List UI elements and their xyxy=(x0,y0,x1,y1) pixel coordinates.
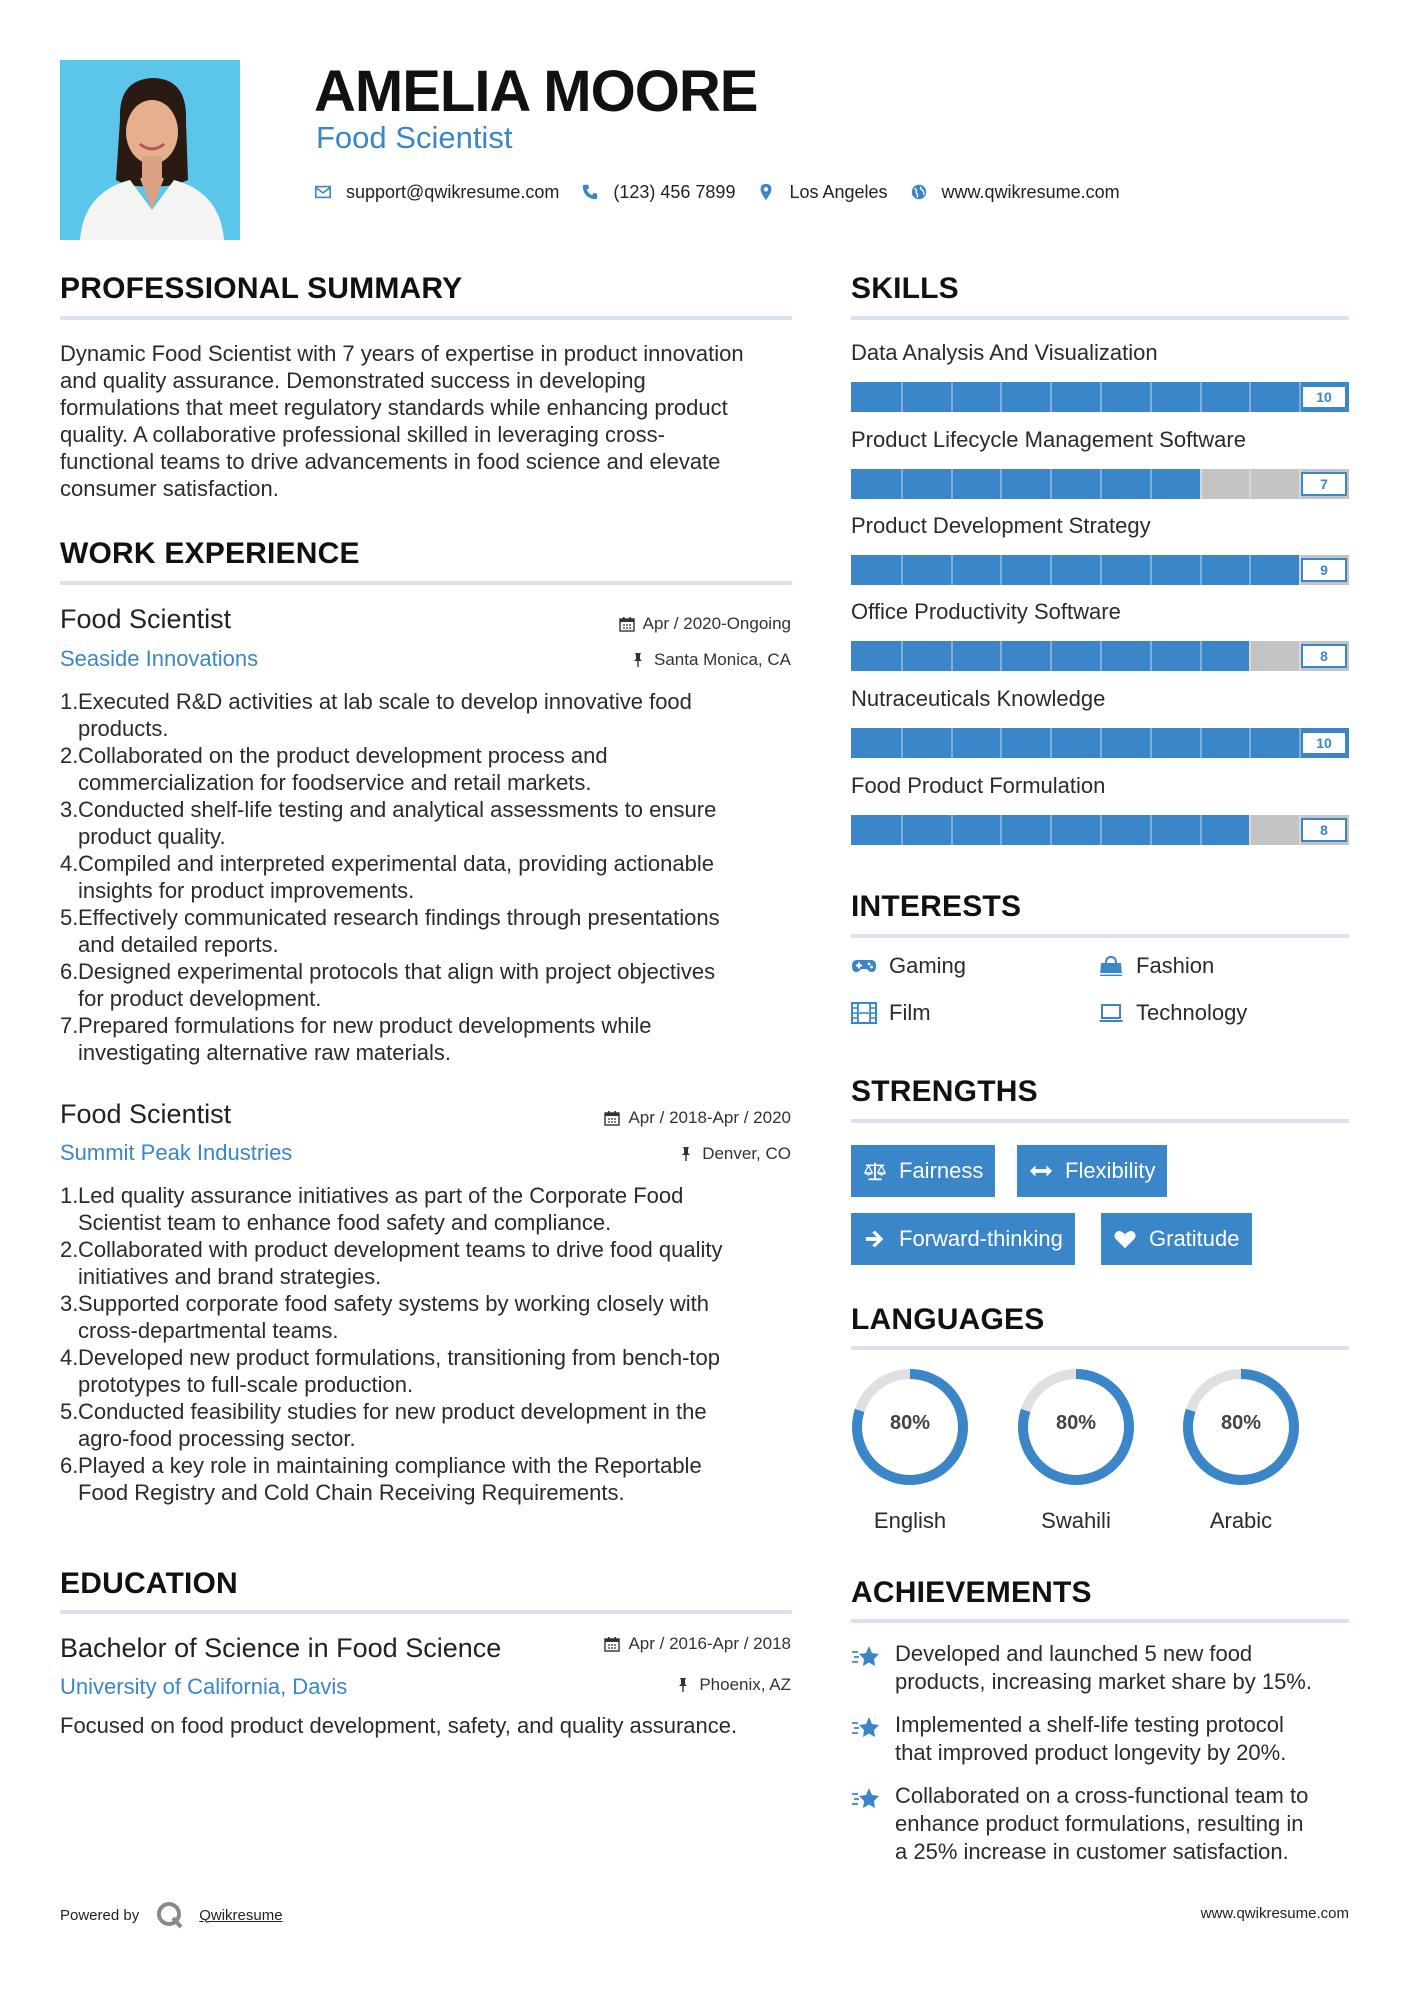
school-name: University of California, Davis xyxy=(60,1674,348,1699)
skill-bar-segment xyxy=(951,555,953,585)
language-item xyxy=(1180,1366,1302,1533)
education-description: Focused on food product development, safety, and quality assurance. xyxy=(60,1713,738,1738)
duty-item: 3. Supported corporate food safety systems by working closely with cross-departmental teams. xyxy=(60,1291,709,1343)
footer-website[interactable]: www.qwikresume.com xyxy=(1200,1905,1349,1922)
skill-bar-segment xyxy=(951,728,953,758)
skill-name: Office Productivity Software xyxy=(851,599,1121,624)
strength-label: Forward-thinking xyxy=(899,1226,1063,1251)
skill-bar-segment xyxy=(1150,555,1152,585)
job-2-duties xyxy=(60,1182,800,1506)
duty-item: 4. Developed new product formulations, transitioning from bench-top prototypes to full-scale production. xyxy=(60,1345,721,1397)
strengths-heading: STRENGTHS xyxy=(851,1075,1038,1108)
job-1-title: Food Scientist xyxy=(60,604,232,634)
skill-bar xyxy=(851,641,1349,671)
interest-fashion xyxy=(1098,953,1214,979)
skill-bar-segment xyxy=(1200,555,1202,585)
achievement-item xyxy=(851,1782,1349,1866)
contact-location xyxy=(757,182,887,203)
achievement-text: Developed and launched 5 new food products, increasing market share by 15%. xyxy=(895,1641,1312,1694)
degree-title: Bachelor of Science in Food Science xyxy=(60,1633,502,1663)
heart-icon xyxy=(1113,1228,1137,1250)
film-icon xyxy=(851,1001,881,1025)
pushpin-icon xyxy=(675,1677,691,1693)
contact-phone[interactable] xyxy=(581,182,735,203)
education-heading: EDUCATION xyxy=(60,1567,238,1600)
strength-label: Flexibility xyxy=(1065,1158,1156,1183)
job-1-dates xyxy=(619,614,791,634)
skill-bar-segment xyxy=(1150,815,1152,845)
skill-value-badge: 8 xyxy=(1301,644,1347,668)
skill-bar-segment xyxy=(1249,469,1251,499)
interest-label: Technology xyxy=(1136,1000,1248,1025)
job-1-location-text: Santa Monica, CA xyxy=(653,650,791,669)
language-percent: 80% xyxy=(889,1412,931,1434)
skill-bar-segment xyxy=(1200,469,1202,499)
job-1-duties xyxy=(60,688,800,1066)
skill-bar-segment xyxy=(1100,815,1102,845)
skill-name: Nutraceuticals Knowledge xyxy=(851,686,1106,711)
skill-bar-segment xyxy=(1000,469,1002,499)
summary-line: Dynamic Food Scientist with 7 years of expertise in product innovation xyxy=(60,341,744,366)
experience-heading: WORK EXPERIENCE xyxy=(60,537,360,570)
skill-name: Product Lifecycle Management Software xyxy=(851,427,1246,452)
contact-website-text: www.qwikresume.com xyxy=(941,181,1120,202)
languages-heading: LANGUAGES xyxy=(851,1303,1045,1336)
globe-icon xyxy=(910,183,928,201)
interests-rule xyxy=(851,934,1349,938)
job-1-dates-text: Apr / 2020-Ongoing xyxy=(642,614,791,633)
skill-bar-segment xyxy=(901,815,903,845)
duty-item: 2. Collaborated with product development teams to drive food quality initiatives and brand strategies. xyxy=(60,1237,723,1289)
map-pin-icon xyxy=(757,183,775,201)
skill-bar-segment xyxy=(1100,641,1102,671)
education-location-text: Phoenix, AZ xyxy=(699,1675,791,1694)
shopping-bag-icon xyxy=(1098,954,1128,978)
phone-icon xyxy=(581,183,599,201)
summary-line: quality. A collaborative professional skilled in leveraging cross- xyxy=(60,422,665,447)
skill-bar-segment xyxy=(1050,641,1052,671)
summary-rule xyxy=(60,316,792,320)
contact-row xyxy=(314,177,1142,207)
summary-line: formulations that meet regulatory standards while enhancing product xyxy=(60,395,728,420)
interest-label: Fashion xyxy=(1136,953,1215,978)
candidate-name: AMELIA MOORE xyxy=(314,59,758,124)
contact-email-text: support@qwikresume.com xyxy=(346,181,560,202)
skill-bar-segment xyxy=(1000,641,1002,671)
skill-bar-segment xyxy=(1100,469,1102,499)
duty-item: 6. Played a key role in maintaining compliance with the Reportable Food Registry and Cold Chain Receiving Requirements. xyxy=(60,1453,702,1505)
skill-bar-segment xyxy=(901,555,903,585)
skill-bar-segment xyxy=(951,469,953,499)
education-dates-text: Apr / 2016-Apr / 2018 xyxy=(628,1634,791,1653)
summary-line: consumer satisfaction. xyxy=(60,476,279,501)
award-star-icon xyxy=(851,1711,895,1767)
skills-heading: SKILLS xyxy=(851,272,959,305)
skill-bar-segment xyxy=(1249,555,1251,585)
skill-value-badge: 7 xyxy=(1301,472,1347,496)
skill-bar-segment xyxy=(1000,815,1002,845)
strength-forward-thinking xyxy=(851,1213,1075,1265)
language-name: Swahili xyxy=(1041,1508,1111,1533)
achievements-heading: ACHIEVEMENTS xyxy=(851,1576,1092,1609)
calendar-icon xyxy=(619,616,635,632)
duty-item: 3. Conducted shelf-life testing and analytical assessments to ensure product quality. xyxy=(60,797,717,849)
skill-bar-segment xyxy=(1050,382,1052,412)
duty-item: 7. Prepared formulations for new product developments while investigating alternative raw materials. xyxy=(60,1013,652,1065)
skill-name: Food Product Formulation xyxy=(851,773,1106,798)
skills-rule xyxy=(851,316,1349,320)
skill-name: Data Analysis And Visualization xyxy=(851,340,1158,365)
skill-bar-segment xyxy=(901,728,903,758)
qwikresume-link[interactable]: Qwikresume xyxy=(199,1906,283,1924)
interest-label: Gaming xyxy=(889,953,967,978)
job-2-location xyxy=(678,1144,791,1164)
pushpin-icon xyxy=(630,652,646,668)
achievement-item xyxy=(851,1711,1349,1767)
skill-value-badge: 8 xyxy=(1301,818,1347,842)
education-rule xyxy=(60,1610,792,1614)
skill-bar-segment xyxy=(1000,382,1002,412)
summary-line: functional teams to drive advancements in food science and elevate xyxy=(60,449,721,474)
strength-label: Gratitude xyxy=(1149,1226,1240,1251)
summary-text xyxy=(60,340,800,502)
laptop-icon xyxy=(1098,1001,1128,1025)
strength-flexibility xyxy=(1017,1145,1167,1197)
skill-bar-segment xyxy=(1050,555,1052,585)
skill-value-badge: 9 xyxy=(1301,558,1347,582)
skill-bar-segment xyxy=(1100,382,1102,412)
duty-item: 1. Executed R&D activities at lab scale to develop innovative food products. xyxy=(60,689,692,741)
skill-bar-segment xyxy=(1150,469,1152,499)
skill-bar-segment xyxy=(1150,382,1152,412)
job-2-dates xyxy=(604,1108,791,1128)
job-2-company: Summit Peak Industries xyxy=(60,1140,293,1165)
skill-bar-segment xyxy=(1150,728,1152,758)
duty-item: 5. Conducted feasibility studies for new product development in the agro-food processing sector. xyxy=(60,1399,707,1451)
skill-bar xyxy=(851,555,1349,585)
award-star-icon xyxy=(851,1640,895,1696)
skill-bar-segment xyxy=(1249,815,1251,845)
duty-item: 5. Effectively communicated research findings through presentations and detailed reports. xyxy=(60,905,720,957)
duty-item: 6. Designed experimental protocols that align with project objectives for product development. xyxy=(60,959,716,1011)
strengths-rule xyxy=(851,1119,1349,1123)
skill-bar-segment xyxy=(901,641,903,671)
skill-bar-segment xyxy=(951,641,953,671)
languages-rule xyxy=(851,1346,1349,1350)
skill-bar-segment xyxy=(951,382,953,412)
strength-label: Fairness xyxy=(899,1158,984,1183)
gamepad-icon xyxy=(851,954,881,978)
achievement-text: Collaborated on a cross-functional team to enhance product formulations, resulting in a 25% increase in customer satisfaction. xyxy=(895,1783,1309,1864)
interest-gaming xyxy=(851,953,966,979)
skill-bar xyxy=(851,728,1349,758)
skill-bar-segment xyxy=(1000,555,1002,585)
skill-value-badge: 10 xyxy=(1301,731,1347,755)
summary-line: and quality assurance. Demonstrated success in developing xyxy=(60,368,646,393)
skill-bar-segment xyxy=(1100,728,1102,758)
job-2-title: Food Scientist xyxy=(60,1099,232,1129)
skill-name: Product Development Strategy xyxy=(851,513,1151,538)
summary-heading: PROFESSIONAL SUMMARY xyxy=(60,272,463,305)
skill-bar-segment xyxy=(1050,728,1052,758)
skill-bar-segment xyxy=(1100,555,1102,585)
qwikresume-logo-icon xyxy=(155,1900,185,1930)
contact-phone-text: (123) 456 7899 xyxy=(613,181,736,202)
skill-bar-segment xyxy=(1000,728,1002,758)
education-dates xyxy=(604,1634,791,1654)
job-1-location xyxy=(630,650,791,670)
job-2-dates-text: Apr / 2018-Apr / 2020 xyxy=(628,1108,791,1127)
skill-bar-segment xyxy=(1050,469,1052,499)
skill-bar-fill xyxy=(851,555,1299,585)
skill-value-badge: 10 xyxy=(1301,385,1347,409)
contact-email[interactable] xyxy=(314,182,559,203)
duty-item: 4. Compiled and interpreted experimental data, providing actionable insights for product improvements. xyxy=(60,851,714,903)
language-percent: 80% xyxy=(1055,1412,1097,1434)
skill-bar-segment xyxy=(1249,641,1251,671)
skill-bar-segment xyxy=(1200,815,1202,845)
language-item xyxy=(849,1366,971,1533)
skill-bar-segment xyxy=(901,382,903,412)
skill-bar-segment xyxy=(1200,728,1202,758)
calendar-icon xyxy=(604,1636,620,1652)
language-name: English xyxy=(873,1508,947,1533)
duty-item: 2. Collaborated on the product development process and commercialization for foodservice and retail markets. xyxy=(60,743,608,795)
job-title-header: Food Scientist xyxy=(316,120,513,155)
skill-bar xyxy=(851,382,1349,412)
skill-bar-fill xyxy=(851,469,1200,499)
achievements-rule xyxy=(851,1619,1349,1623)
profile-photo-illustration xyxy=(60,60,240,240)
language-item xyxy=(1015,1366,1137,1533)
skill-bar-segment xyxy=(951,815,953,845)
profile-photo xyxy=(60,60,240,240)
contact-location-text: Los Angeles xyxy=(789,181,888,202)
skill-bar-segment xyxy=(1249,728,1251,758)
footer-powered-by xyxy=(60,1900,283,1930)
strength-fairness xyxy=(851,1145,995,1197)
skill-bar-segment xyxy=(1050,815,1052,845)
skill-bar-segment xyxy=(1200,382,1202,412)
arrow-right-icon xyxy=(863,1228,887,1250)
job-1-company: Seaside Innovations xyxy=(60,646,259,671)
skill-bar-segment xyxy=(1200,641,1202,671)
achievement-text: Implemented a shelf-life testing protocol that improved product longevity by 20%. xyxy=(895,1712,1287,1765)
achievement-item xyxy=(851,1640,1349,1696)
skill-bar-segment xyxy=(1249,382,1251,412)
language-name: Arabic xyxy=(1209,1508,1273,1533)
interest-label: Film xyxy=(889,1000,931,1025)
skill-bar xyxy=(851,469,1349,499)
interest-technology xyxy=(1098,1000,1247,1026)
pushpin-icon xyxy=(678,1146,694,1162)
skill-bar-segment xyxy=(1150,641,1152,671)
strength-gratitude xyxy=(1101,1213,1252,1265)
powered-by-label: Powered by xyxy=(60,1906,140,1924)
award-star-icon xyxy=(851,1782,895,1866)
interest-film xyxy=(851,1000,931,1026)
skill-bar xyxy=(851,815,1349,845)
scale-icon xyxy=(863,1160,887,1182)
interests-heading: INTERESTS xyxy=(851,890,1022,923)
arrows-horizontal-icon xyxy=(1029,1160,1053,1182)
calendar-icon xyxy=(604,1110,620,1126)
education-location xyxy=(675,1675,791,1695)
duty-item: 1. Led quality assurance initiatives as part of the Corporate Food Scientist team to enhance food safety and compliance. xyxy=(60,1183,684,1235)
experience-rule xyxy=(60,581,792,585)
skill-bar-segment xyxy=(901,469,903,499)
job-2-location-text: Denver, CO xyxy=(702,1144,791,1163)
envelope-icon xyxy=(314,183,332,201)
contact-website[interactable] xyxy=(910,182,1120,203)
language-percent: 80% xyxy=(1220,1412,1262,1434)
